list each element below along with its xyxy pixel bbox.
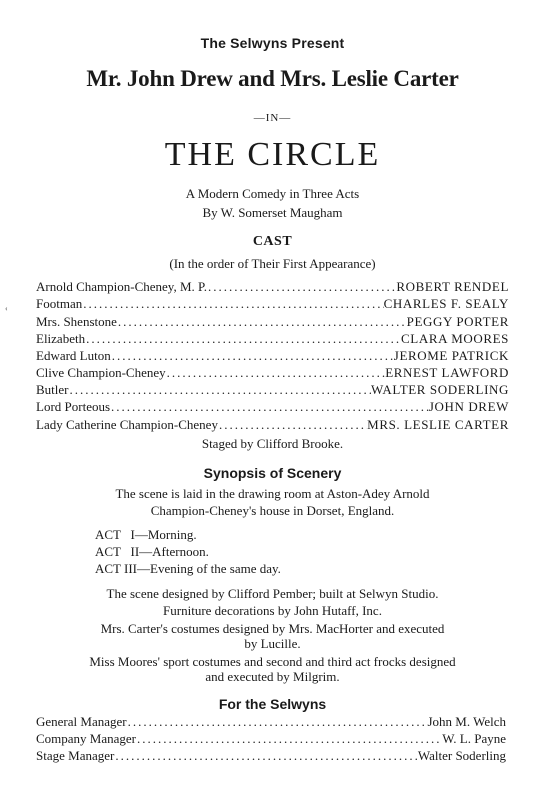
in-divider: —IN— [253,112,292,124]
cast-actor: WALTER SODERLING [370,382,509,397]
leader-dots [136,731,442,747]
staff-title: Company Manager [36,731,137,746]
cast-role: Mrs. Shenstone [36,314,117,329]
cast-role: Clive Champion-Cheney [36,365,166,380]
staff-name: W. L. Payne [442,731,506,746]
cast-row [36,296,509,312]
act-text: ACT II—Afternoon. [95,544,209,559]
cast-actor: JOHN DREW [428,399,509,414]
leader-dots [114,748,418,764]
cast-actor: PEGGY PORTER [406,314,509,329]
moores-costume-credit: Miss Moores' sport costumes and second and third act frocks designed [89,654,456,669]
cast-actor: JEROME PATRICK [393,348,509,363]
cast-row [36,399,509,415]
staff-name: Walter Soderling [417,748,506,763]
cast-actor: ERNEST LAWFORD [385,365,509,380]
cast-heading: CAST [252,234,293,249]
leader-dots [85,331,401,347]
leader-dots [69,382,371,398]
leader-dots [111,348,394,364]
stars-heading: Mr. John Drew and Mrs. Leslie Carter [86,66,459,91]
act-line [95,527,197,543]
cast-role: Edward Luton [36,348,111,363]
cast-row [36,365,509,381]
scene-designer-credit: The scene designed by Clifford Pember; built at Selwyn Studio. [106,586,439,601]
leader-dots [117,314,407,330]
scene-description-line: Champion-Cheney's house in Dorset, England. [150,503,395,518]
leader-dots [166,365,386,381]
cast-role: Footman [36,296,83,311]
cast-row [36,331,509,347]
synopsis-heading: Synopsis of Scenery [203,465,342,481]
play-author: By W. Somerset Maugham [202,205,343,220]
play-title: THE CIRCLE [164,136,381,173]
cast-row [36,382,509,398]
leader-dots [110,399,429,415]
staff-title: Stage Manager [36,748,115,763]
staff-row [36,731,506,747]
cast-order-note: (In the order of Their First Appearance) [169,256,376,271]
staff-row [36,748,506,764]
play-subtitle: A Modern Comedy in Three Acts [185,186,360,201]
leader-dots [218,417,367,433]
staged-by: Staged by Clifford Brooke. [201,436,344,451]
act-line [95,544,209,560]
staff-heading: For the Selwyns [218,696,327,712]
act-text: ACT I—Morning. [95,527,197,542]
staff-title: General Manager [36,714,127,729]
margin-mark: ‹ [5,304,8,313]
act-line [95,561,281,577]
staff-name: John M. Welch [427,714,506,729]
cast-role: Lord Porteous [36,399,111,414]
carter-costume-credit: by Lucille. [244,636,301,651]
furniture-credit: Furniture decorations by John Hutaff, Inc. [163,603,382,618]
cast-role: Butler [36,382,69,397]
leader-dots [82,296,383,312]
carter-costume-credit: Mrs. Carter's costumes designed by Mrs. MacHorter and executed [100,621,445,636]
cast-role: Elizabeth [36,331,86,346]
cast-actor: ROBERT RENDEL [396,279,509,294]
leader-dots [207,279,396,295]
moores-costume-credit: and executed by Milgrim. [205,669,340,684]
cast-role: Lady Catherine Champion-Cheney [36,417,218,432]
cast-row [36,417,509,433]
leader-dots [127,714,428,730]
scene-description-line: The scene is laid in the drawing room at Aston-Adey Arnold [115,486,430,501]
cast-row [36,314,509,330]
cast-actor: CHARLES F. SEALY [383,296,509,311]
staff-row [36,714,506,730]
cast-actor: CLARA MOORES [401,331,509,346]
cast-actor: MRS. LESLIE CARTER [367,417,509,432]
cast-role: Arnold Champion-Cheney, M. P. [36,279,208,294]
cast-row [36,348,509,364]
cast-row [36,279,509,295]
act-text: ACT III—Evening of the same day. [95,561,281,576]
presenter-line: The Selwyns Present [200,35,345,51]
